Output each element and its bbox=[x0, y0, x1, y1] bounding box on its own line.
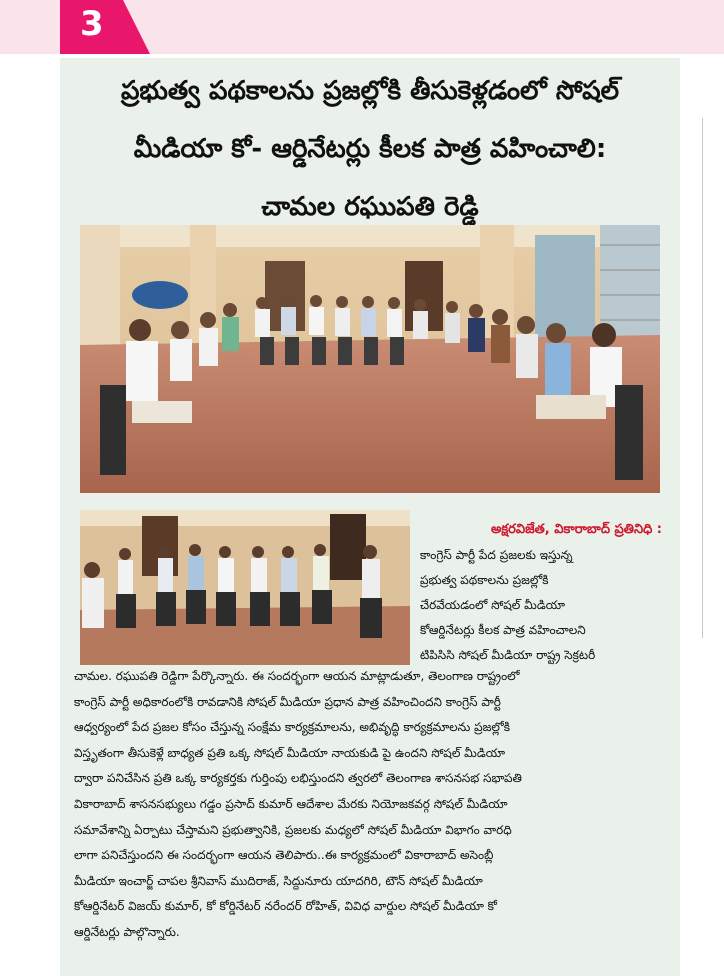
body-line: కాంగ్రెస్ పార్టీ అధికారంలోకి రావడానికి సోషల్ మీడియా ప్రధాన పాత్ర వహించిందని కాంగ్రెస్ పార్టీ bbox=[74, 694, 501, 709]
article-byline: అక్షరవిజేత, వికారాబాద్ ప్రతినిధి : bbox=[491, 522, 662, 537]
body-line: ఆర్డినేటర్లు పాల్గొన్నారు. bbox=[74, 924, 180, 939]
page-number: 3 bbox=[80, 4, 104, 44]
headline-line: చామల రఘుపతి రెడ్డి bbox=[261, 192, 479, 222]
article-body bbox=[74, 664, 662, 946]
article-intro bbox=[420, 543, 662, 668]
meeting-photo-main bbox=[80, 225, 660, 493]
intro-line: ప్రభుత్వ పథకాలను ప్రజల్లోకి bbox=[420, 573, 549, 587]
body-line: వికారాబాద్ శాసనసభ్యులు గడ్డం ప్రసాద్ కుమార్ ఆదేశాల మేరకు నియోజకవర్గ సోషల్ మీడియా bbox=[74, 796, 508, 811]
intro-line: కోఆర్డినేటర్లు కీలక పాత్ర వహించాలని bbox=[420, 623, 586, 637]
headline-line: మీడియా కో- ఆర్డినేటర్లు కీలక పాత్ర వహించాలి: bbox=[133, 134, 607, 164]
column-divider bbox=[702, 118, 703, 638]
intro-line: టిపిసిసి సోషల్ మీడియా రాష్ట్ర సెక్రటరీ bbox=[420, 648, 596, 662]
headline-line: ప్రభుత్వ పథకాలను ప్రజల్లోకి తీసుకెళ్లడంలో సోషల్ bbox=[120, 76, 620, 106]
body-line: ద్వారా పనిచేసిన ప్రతి ఒక్క కార్యకర్తకు గుర్తింపు లభిస్తుందని త్వరలో తెలంగాణ శాసనసభ సభాపతి bbox=[74, 771, 522, 786]
body-line: లాగా పనిచేస్తుందని ఈ సందర్భంగా ఆయన తెలిపారు..ఈ కార్యక్రమంలో వికారాబాద్ అసెంబ్లీ bbox=[74, 848, 494, 863]
intro-line: చేరవేయడంలో సోషల్ మీడియా bbox=[420, 598, 565, 612]
intro-line: కాంగ్రెస్ పార్టీ పేద ప్రజలకు ఇస్తున్న bbox=[420, 548, 573, 562]
body-line: ఆధ్వర్యంలో పేద ప్రజల కోసం చేస్తున్న సంక్షేమ కార్యక్రమాలను, అభివృద్ధి కార్యక్రమాలను ప్రజల్లోకి bbox=[74, 720, 511, 735]
right-margin bbox=[680, 58, 724, 976]
body-line: చామల. రఘుపతి రెడ్డిగా పేర్కొన్నారు. ఈ సందర్భంగా ఆయన మాట్లాడుతూ, తెలంగాణ రాష్ట్రంలో bbox=[74, 669, 520, 683]
body-line: సమావేశాన్ని ఏర్పాటు చేస్తామని ప్రభుత్వానికి, ప్రజలకు మధ్యలో సోషల్ మీడియా విభాగం వారధి bbox=[74, 822, 512, 837]
headline bbox=[60, 62, 680, 236]
body-line: మీడియా ఇంచార్జ్ చాపల శ్రీనివాస్ ముదిరాజ్, సిద్దునూరు యాదగిరి, టౌన్ సోషల్ మీడియా bbox=[74, 873, 483, 888]
body-line: విస్తృతంగా తీసుకెళ్లే బాధ్యత ప్రతి ఒక్క సోషల్ మీడియా నాయకుడి పై ఉందని సోషల్ మీడియా bbox=[74, 745, 506, 760]
body-line: కోఆర్డినేటర్ విజయ్ కుమార్, కో కోర్డినేటర్ నరేందర్ రోహిత్, వివిధ వార్డుల సోషల్ మీడియా కో bbox=[74, 899, 497, 914]
meeting-photo-secondary bbox=[80, 510, 410, 665]
